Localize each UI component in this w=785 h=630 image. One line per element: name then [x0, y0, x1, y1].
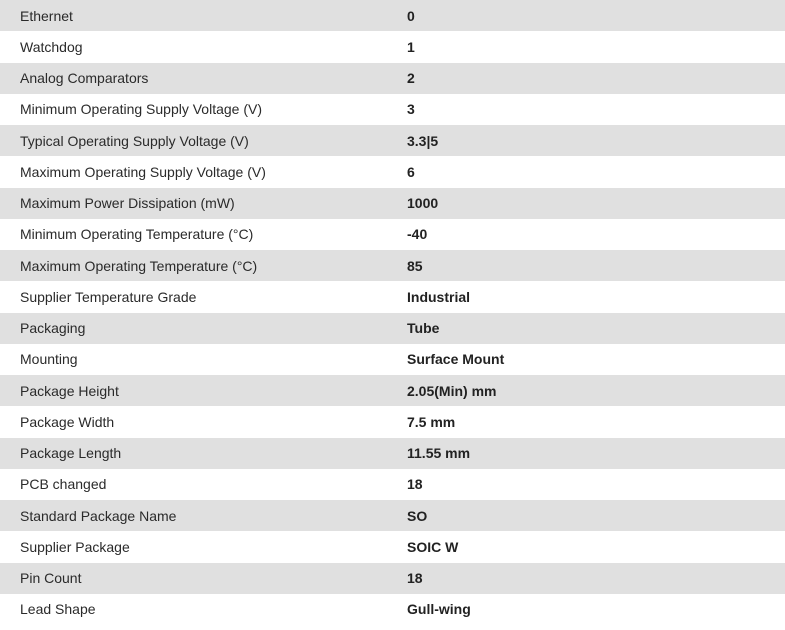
spec-name: Analog Comparators [20, 70, 149, 87]
spec-row-analog-comparators [0, 63, 785, 94]
spec-row-package-height [0, 375, 785, 406]
spec-name: Minimum Operating Temperature (°C) [20, 226, 254, 243]
spec-row-max-operating-temperature [0, 250, 785, 281]
spec-name: Lead Shape [20, 601, 96, 618]
spec-value: SOIC W [407, 538, 459, 555]
spec-value: Surface Mount [407, 351, 505, 368]
spec-value: Gull-wing [407, 601, 471, 618]
spec-name: Maximum Power Dissipation (mW) [20, 195, 235, 212]
spec-name: Package Length [20, 445, 122, 462]
spec-row-pcb-changed [0, 469, 785, 500]
spec-name: Standard Package Name [20, 507, 177, 524]
spec-row-watchdog [0, 31, 785, 62]
spec-row-packaging [0, 313, 785, 344]
spec-row-min-operating-temperature [0, 219, 785, 250]
spec-value: SO [407, 507, 428, 524]
spec-row-supplier-package [0, 531, 785, 562]
spec-row-pin-count [0, 563, 785, 594]
spec-value: 3.3|5 [407, 132, 439, 149]
spec-value: 6 [407, 163, 415, 180]
spec-value: -40 [407, 226, 428, 243]
spec-value: 2 [407, 70, 415, 87]
spec-name: Supplier Temperature Grade [20, 288, 197, 305]
spec-name: Supplier Package [20, 538, 130, 555]
spec-row-ethernet [0, 0, 785, 31]
spec-name: PCB changed [20, 476, 107, 493]
spec-row-max-supply-voltage [0, 156, 785, 187]
spec-value: 2.05(Min) mm [407, 382, 497, 399]
spec-value: Industrial [407, 288, 471, 305]
spec-value: 7.5 mm [407, 413, 456, 430]
spec-row-min-supply-voltage [0, 94, 785, 125]
spec-row-supplier-temperature-grade [0, 281, 785, 312]
spec-name: Package Width [20, 413, 115, 430]
spec-value: 18 [407, 570, 423, 587]
spec-value: 85 [407, 257, 423, 274]
spec-value: 18 [407, 476, 423, 493]
spec-row-package-length [0, 438, 785, 469]
spec-name: Pin Count [20, 570, 82, 587]
spec-name: Packaging [20, 320, 86, 337]
spec-row-typical-supply-voltage [0, 125, 785, 156]
spec-name: Typical Operating Supply Voltage (V) [20, 132, 249, 149]
spec-value: 0 [407, 7, 415, 24]
spec-name: Package Height [20, 382, 119, 399]
spec-value: 1 [407, 38, 415, 55]
spec-row-standard-package-name [0, 500, 785, 531]
spec-value: 1000 [407, 195, 439, 212]
spec-name: Ethernet [20, 7, 73, 24]
spec-row-max-power-dissipation [0, 188, 785, 219]
spec-row-package-width [0, 406, 785, 437]
spec-value: Tube [407, 320, 440, 337]
spec-row-mounting [0, 344, 785, 375]
spec-name: Maximum Operating Temperature (°C) [20, 257, 258, 274]
spec-name: Maximum Operating Supply Voltage (V) [20, 163, 266, 180]
spec-name: Minimum Operating Supply Voltage (V) [20, 101, 262, 118]
spec-name: Watchdog [20, 38, 83, 55]
spec-value: 3 [407, 101, 415, 118]
spec-row-lead-shape [0, 594, 785, 625]
spec-value: 11.55 mm [407, 445, 471, 462]
spec-name: Mounting [20, 351, 78, 368]
